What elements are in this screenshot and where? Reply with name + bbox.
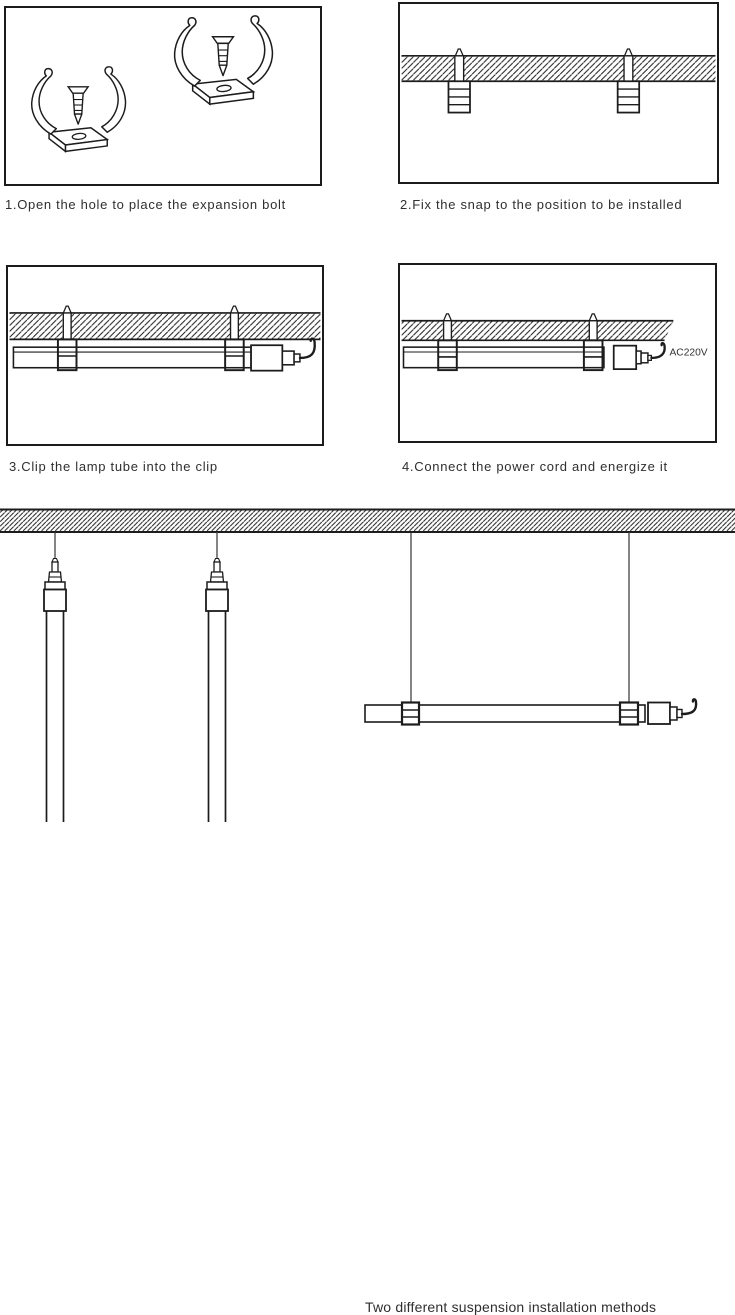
power-connect-illustration (400, 265, 715, 441)
hanger-clip-right (620, 703, 638, 725)
step1-panel (4, 6, 322, 186)
lamp-tube (404, 347, 604, 368)
vertical-tube-2 (206, 532, 228, 822)
power-cord-icon (300, 339, 315, 358)
step3-caption: 3.Clip the lamp tube into the clip (9, 459, 218, 474)
ceiling-hatch (0, 509, 735, 532)
voltage-label: AC220V (669, 347, 708, 359)
ceiling-hatch (402, 321, 674, 341)
end-cap-connector (614, 346, 652, 369)
vertical-tube-1 (44, 532, 66, 822)
snap-fixed-illustration (400, 4, 717, 182)
step4-panel (398, 263, 717, 443)
horizontal-pendant-tube (365, 532, 696, 725)
spring-clip-small (32, 67, 126, 152)
tube-clipped-illustration (8, 267, 322, 444)
end-cap-connector (251, 345, 300, 370)
step4-caption: 4.Connect the power cord and energize it (402, 459, 668, 474)
step1-caption: 1.Open the hole to place the expansion bolt (5, 197, 286, 212)
step2-panel (398, 2, 719, 184)
end-cap-connector (648, 703, 682, 725)
ceiling-hatch (10, 313, 321, 339)
suspension-caption: Two different suspension installation methods (365, 1299, 657, 1315)
lamp-tube (13, 347, 251, 368)
expansion-bolt-clips-illustration (6, 8, 320, 184)
ceiling-hatch (402, 56, 716, 81)
power-cord-icon (682, 699, 696, 714)
step3-panel (6, 265, 324, 446)
suspension-methods-section (0, 508, 735, 1315)
spring-clip-large (175, 16, 273, 104)
hanger-clip-left (402, 703, 419, 725)
step2-caption: 2.Fix the snap to the position to be installed (400, 197, 683, 212)
suspension-methods-illustration (0, 508, 735, 822)
power-cord-icon (651, 343, 664, 358)
